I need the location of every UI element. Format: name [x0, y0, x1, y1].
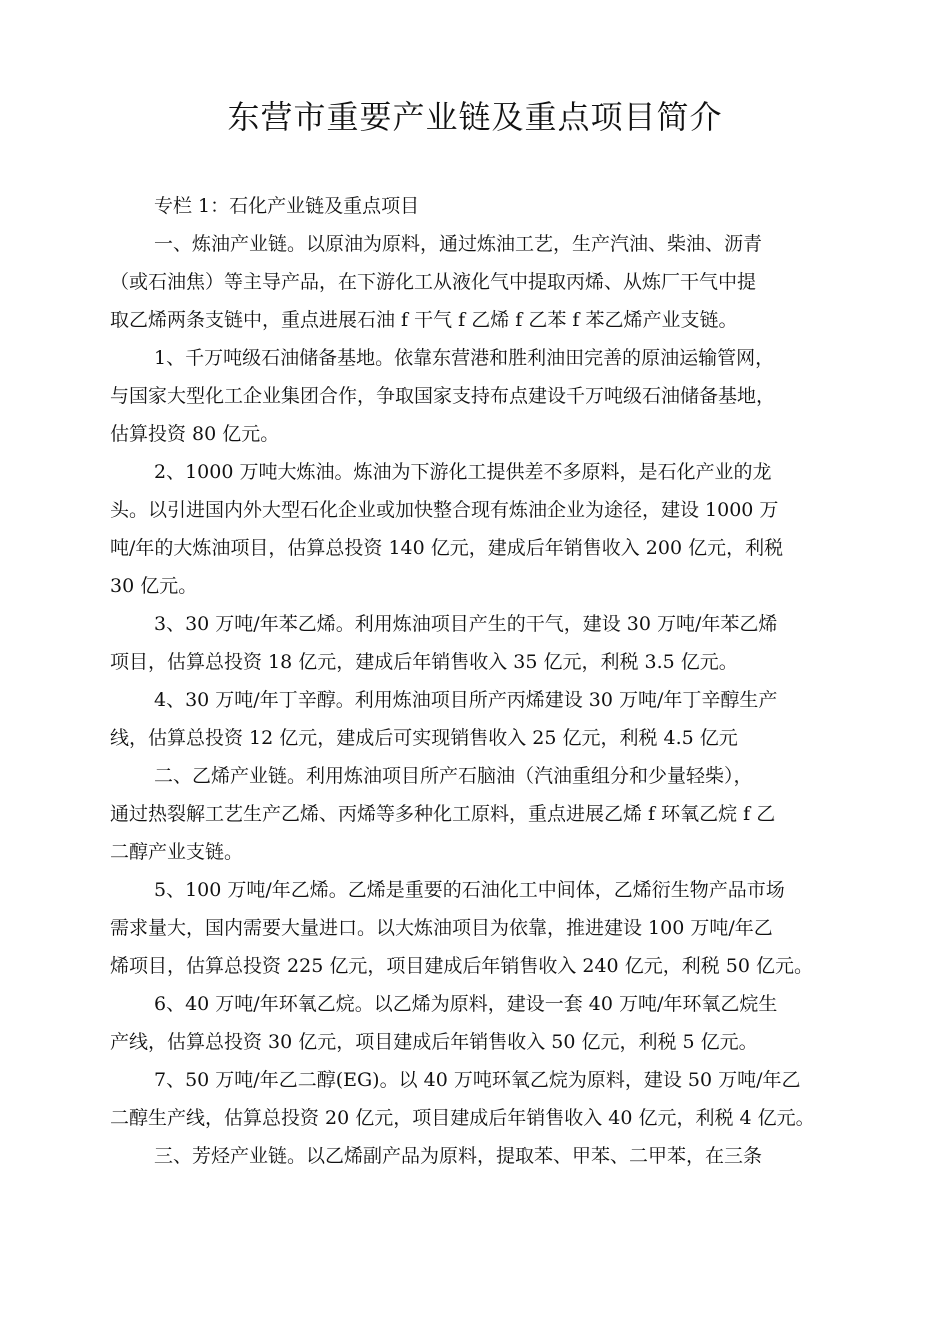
text-line: 需求量大，国内需要大量进口。以大炼油项目为依靠，推进建设 100 万吨/年乙: [110, 917, 773, 939]
paragraph-item-5: [110, 871, 850, 985]
document-title: 东营市重要产业链及重点项目简介: [227, 98, 723, 136]
document-body: [110, 187, 850, 1175]
text-line: 6、40 万吨/年环氧乙烷。以乙烯为原料，建设一套 40 万吨/年环氧乙烷生: [154, 993, 778, 1015]
paragraph-item-1: [110, 339, 850, 453]
text-line: 5、100 万吨/年乙烯。乙烯是重要的石油化工中间体，乙烯衍生物产品市场: [154, 879, 785, 901]
text-line: 头。以引进国内外大型石化企业或加快整合现有炼油企业为途径，建设 1000 万: [110, 499, 779, 521]
paragraph-column-heading: [110, 187, 850, 225]
text-line: 烯项目，估算总投资 225 亿元，项目建成后年销售收入 240 亿元，利税 50 亿元。: [110, 955, 813, 977]
paragraph-item-2: [110, 453, 850, 605]
text-line: 1、千万吨级石油储备基地。依靠东营港和胜利油田完善的原油运输管网，: [154, 347, 775, 369]
text-line: 二醇产业支链。: [110, 841, 244, 863]
text-line: 二醇生产线，估算总投资 20 亿元，项目建成后年销售收入 40 亿元，利税 4 亿元。: [110, 1107, 815, 1129]
text-line: 一、炼油产业链。以原油为原料，通过炼油工艺，生产汽油、柴油、沥青: [154, 233, 763, 255]
paragraph-item-7: [110, 1061, 850, 1137]
paragraph-item-4: [110, 681, 850, 757]
text-line: 估算投资 80 亿元。: [110, 423, 280, 445]
text-line: 线，估算总投资 12 亿元，建成后可实现销售收入 25 亿元，利税 4.5 亿元: [110, 727, 738, 749]
text-line: 产线，估算总投资 30 亿元，项目建成后年销售收入 50 亿元，利税 5 亿元。: [110, 1031, 758, 1053]
text-line: 4、30 万吨/年丁辛醇。利用炼油项目所产丙烯建设 30 万吨/年丁辛醇生产: [154, 689, 778, 711]
text-line: 2、1000 万吨大炼油。炼油为下游化工提供差不多原料，是石化产业的龙: [154, 461, 772, 483]
text-line: 取乙烯两条支链中，重点进展石油 f 干气 f 乙烯 f 乙苯 f 苯乙烯产业支链。: [110, 309, 738, 331]
paragraph-ethylene-chain: [110, 757, 850, 871]
text-line: 30 亿元。: [110, 575, 198, 597]
text-line: 吨/年的大炼油项目，估算总投资 140 亿元，建成后年销售收入 200 亿元，利税: [110, 537, 784, 559]
paragraph-aromatics-chain: [110, 1137, 850, 1175]
text-line: 7、50 万吨/年乙二醇(EG)。以 40 万吨环氧乙烷为原料，建设 50 万吨/年乙: [154, 1069, 801, 1091]
paragraph-item-3: [110, 605, 850, 681]
text-line: 专栏 1：石化产业链及重点项目: [154, 195, 420, 217]
text-line: 3、30 万吨/年苯乙烯。利用炼油项目产生的干气，建设 30 万吨/年苯乙烯: [154, 613, 778, 635]
text-line: 与国家大型化工企业集团合作，争取国家支持布点建设千万吨级石油储备基地，: [110, 385, 776, 407]
text-line: 二、乙烯产业链。利用炼油项目所产石脑油（汽油重组分和少量轻柴），: [154, 765, 753, 787]
text-line: （或石油焦）等主导产品，在下游化工从液化气中提取丙烯、从炼厂干气中提: [110, 271, 757, 293]
paragraph-item-6: [110, 985, 850, 1061]
text-line: 通过热裂解工艺生产乙烯、丙烯等多种化工原料，重点进展乙烯 f 环氧乙烷 f 乙: [110, 803, 776, 825]
text-line: 三、芳烃产业链。以乙烯副产品为原料，提取苯、甲苯、二甲苯，在三条: [154, 1145, 763, 1167]
paragraph-refining-chain: [110, 225, 850, 339]
text-line: 项目，估算总投资 18 亿元，建成后年销售收入 35 亿元，利税 3.5 亿元。: [110, 651, 738, 673]
